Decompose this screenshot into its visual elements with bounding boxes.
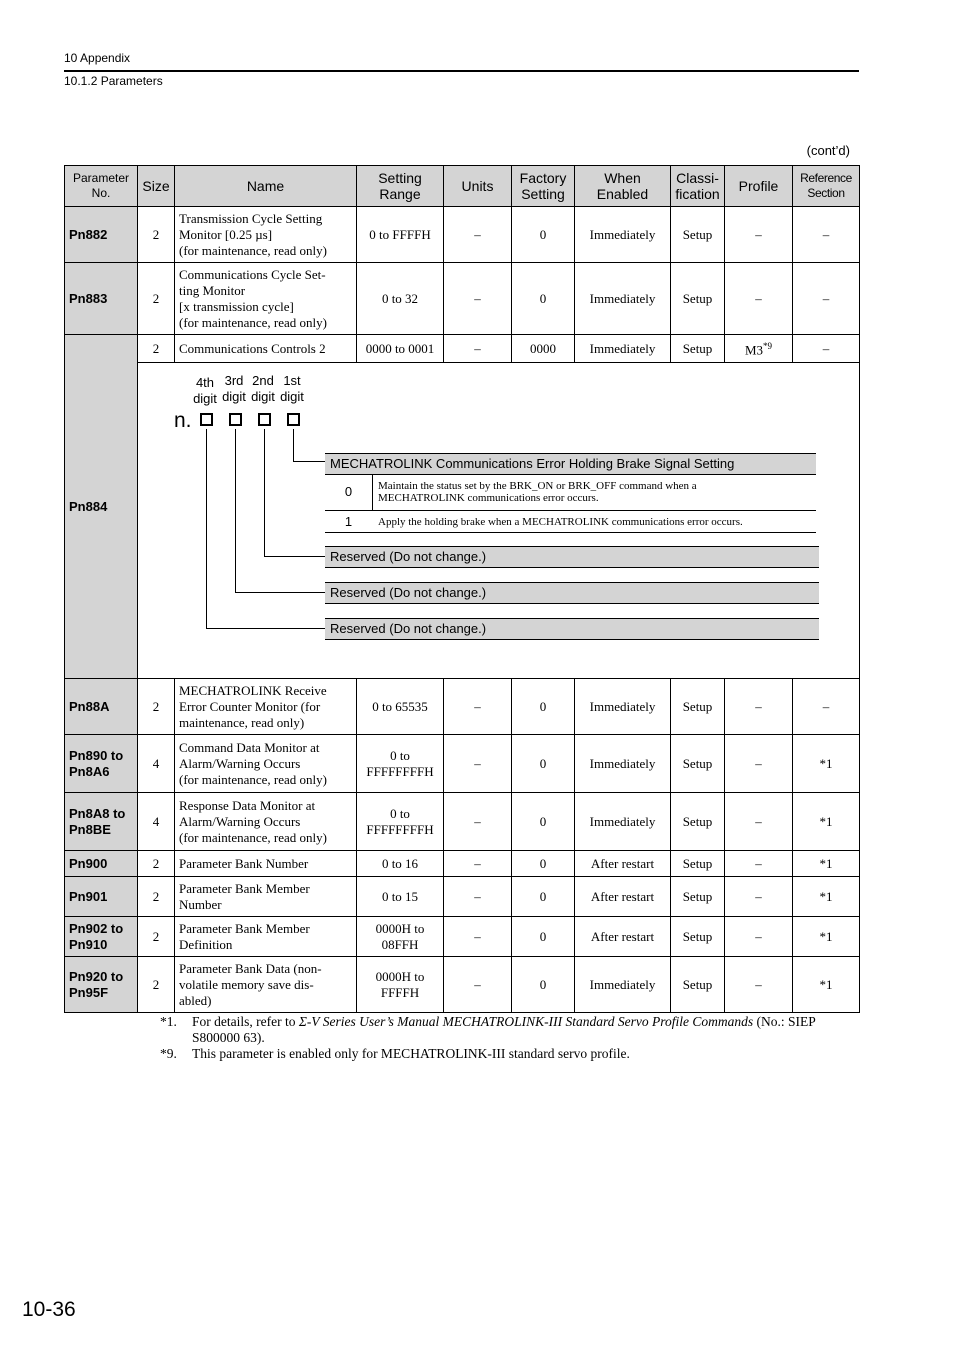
- table-row: [65, 735, 860, 793]
- param-ref: *1: [793, 735, 860, 793]
- param-range: 0 to FFFFFFFFH: [357, 735, 444, 793]
- param-factory: 0: [512, 207, 575, 263]
- table-row: [65, 851, 860, 877]
- parameter-table: [64, 165, 860, 1013]
- header-rule: [64, 70, 859, 72]
- param-class: Setup: [671, 917, 725, 957]
- digit-diagram: [138, 363, 860, 679]
- param-ref: –: [793, 335, 860, 363]
- param-ref: *1: [793, 957, 860, 1013]
- param-size: 2: [138, 851, 175, 877]
- param-class: Setup: [671, 335, 725, 363]
- param-when: After restart: [575, 851, 671, 877]
- col-header-size: Size: [138, 166, 175, 207]
- digit-box-2nd: [258, 413, 271, 426]
- param-name: Parameter Bank Data (non- volatile memory save dis- abled): [175, 957, 357, 1013]
- param-factory: 0: [512, 793, 575, 851]
- param-units: –: [444, 263, 512, 335]
- param-ref: *1: [793, 917, 860, 957]
- leader-line-4th: [206, 429, 207, 628]
- param-ref: –: [793, 207, 860, 263]
- param-units: –: [444, 957, 512, 1013]
- param-units: –: [444, 335, 512, 363]
- param-profile: –: [725, 679, 793, 735]
- param-profile: –: [725, 917, 793, 957]
- param-profile: –: [725, 957, 793, 1013]
- param-size: 4: [138, 735, 175, 793]
- reserved-band-2nd: Reserved (Do not change.): [325, 546, 819, 568]
- table-header-row: [65, 166, 860, 207]
- param-range: 0000H to 08FFH: [357, 917, 444, 957]
- param-class: Setup: [671, 207, 725, 263]
- param-class: Setup: [671, 679, 725, 735]
- first-digit-options: [325, 475, 816, 533]
- col-header-classification: Classi- fication: [671, 166, 725, 207]
- leader-line-3rd-h: [235, 592, 325, 593]
- param-profile: –: [725, 735, 793, 793]
- param-size: 4: [138, 793, 175, 851]
- param-when: Immediately: [575, 793, 671, 851]
- param-ref: –: [793, 679, 860, 735]
- param-units: –: [444, 679, 512, 735]
- table-row: [65, 877, 860, 917]
- param-class: Setup: [671, 263, 725, 335]
- param-no: Pn8A8 to Pn8BE: [65, 793, 138, 851]
- param-name: MECHATROLINK Receive Error Counter Monitor (for maintenance, read only): [175, 679, 357, 735]
- param-ref: *1: [793, 851, 860, 877]
- param-no: Pn900: [65, 851, 138, 877]
- param-class: Setup: [671, 957, 725, 1013]
- param-class: Setup: [671, 877, 725, 917]
- table-row: [65, 335, 860, 363]
- leader-line-4th-h: [206, 628, 325, 629]
- reserved-band-4th: Reserved (Do not change.): [325, 618, 819, 640]
- param-size: 2: [138, 335, 175, 363]
- col-header-name: Name: [175, 166, 357, 207]
- digit-label-3rd: 3rd digit: [222, 373, 246, 404]
- param-name: Response Data Monitor at Alarm/Warning Occurs (for maintenance, read only): [175, 793, 357, 851]
- digit-box-4th: [200, 413, 213, 426]
- page-number: 10-36: [22, 1298, 76, 1321]
- param-no: Pn920 to Pn95F: [65, 957, 138, 1013]
- col-header-reference-section: Reference Section: [793, 166, 860, 207]
- option-divider: [372, 475, 373, 510]
- table-row: [65, 793, 860, 851]
- param-units: –: [444, 207, 512, 263]
- continued-label: (cont’d): [806, 143, 850, 158]
- param-when: Immediately: [575, 735, 671, 793]
- digit-label-1st: 1st digit: [280, 373, 304, 404]
- param-size: 2: [138, 917, 175, 957]
- table-row: [65, 679, 860, 735]
- param-factory: 0: [512, 877, 575, 917]
- leader-line-2nd: [264, 429, 265, 556]
- param-factory: 0: [512, 679, 575, 735]
- param-factory: 0000: [512, 335, 575, 363]
- digit-box-1st: [287, 413, 300, 426]
- param-range: 0 to FFFFFFFFH: [357, 793, 444, 851]
- param-range: 0 to 65535: [357, 679, 444, 735]
- table-row: [65, 263, 860, 335]
- param-profile: –: [725, 263, 793, 335]
- param-when: Immediately: [575, 263, 671, 335]
- leader-line-1st: [293, 429, 294, 461]
- param-range: 0 to 16: [357, 851, 444, 877]
- param-profile: M3$^{*9}$: [725, 335, 793, 363]
- param-factory: 0: [512, 917, 575, 957]
- leader-line-2nd-h: [264, 556, 325, 557]
- col-header-when-enabled: When Enabled: [575, 166, 671, 207]
- param-size: 2: [138, 679, 175, 735]
- param-range: 0 to 32: [357, 263, 444, 335]
- param-name: Communications Cycle Set- ting Monitor [x transmission cycle] (for maintenance, read only): [175, 263, 357, 335]
- digit-label-2nd: 2nd digit: [251, 373, 275, 404]
- param-name: Parameter Bank Member Number: [175, 877, 357, 917]
- option-desc: Maintain the status set by the BRK_ON or BRK_OFF command when a MECHATROLINK communications error occurs.: [378, 480, 697, 504]
- param-ref: *1: [793, 793, 860, 851]
- param-factory: 0: [512, 735, 575, 793]
- digit-label-4th: 4th digit: [193, 375, 217, 406]
- param-when: Immediately: [575, 957, 671, 1013]
- param-units: –: [444, 735, 512, 793]
- param-profile: –: [725, 877, 793, 917]
- param-size: 2: [138, 207, 175, 263]
- param-name: Transmission Cycle Setting Monitor [0.25 µs] (for maintenance, read only): [175, 207, 357, 263]
- footnote-mark: *1.: [160, 1014, 177, 1029]
- param-factory: 0: [512, 263, 575, 335]
- option-desc: Apply the holding brake when a MECHATROLINK communications error occurs.: [378, 516, 743, 528]
- option-row-divider: [325, 510, 816, 511]
- param-class: Setup: [671, 735, 725, 793]
- param-size: 2: [138, 877, 175, 917]
- param-no: Pn890 to Pn8A6: [65, 735, 138, 793]
- reserved-band-3rd: Reserved (Do not change.): [325, 582, 819, 604]
- param-no: Pn884: [65, 335, 138, 679]
- footnote-text: For details, refer to Σ-V Series User’s Manual MECHATROLINK-III Standard Servo Profile Commands (No.: SIEP S800000 63).: [192, 1014, 816, 1045]
- param-name: Parameter Bank Number: [175, 851, 357, 877]
- param-range: 0000H to FFFFH: [357, 957, 444, 1013]
- table-row: [65, 917, 860, 957]
- digit-box-3rd: [229, 413, 242, 426]
- prefix-n: n.: [174, 409, 192, 432]
- param-no: Pn901: [65, 877, 138, 917]
- col-header-setting-range: Setting Range: [357, 166, 444, 207]
- col-header-param-no: Parameter No.: [65, 166, 138, 207]
- param-when: Immediately: [575, 207, 671, 263]
- param-class: Setup: [671, 793, 725, 851]
- param-when: After restart: [575, 877, 671, 917]
- param-units: –: [444, 917, 512, 957]
- leader-line-1st-h: [293, 461, 325, 462]
- col-header-units: Units: [444, 166, 512, 207]
- param-profile: –: [725, 851, 793, 877]
- option-value: 1: [344, 514, 353, 529]
- param-when: Immediately: [575, 335, 671, 363]
- param-no: Pn883: [65, 263, 138, 335]
- first-digit-title: MECHATROLINK Communications Error Holding Brake Signal Setting: [325, 453, 816, 475]
- param-no: Pn882: [65, 207, 138, 263]
- col-header-profile: Profile: [725, 166, 793, 207]
- param-name: Communications Controls 2: [175, 335, 357, 363]
- param-size: 2: [138, 263, 175, 335]
- param-range: 0000 to 0001: [357, 335, 444, 363]
- param-factory: 0: [512, 957, 575, 1013]
- table-row: [65, 957, 860, 1013]
- param-no: Pn902 to Pn910: [65, 917, 138, 957]
- param-ref: –: [793, 263, 860, 335]
- param-range: 0 to 15: [357, 877, 444, 917]
- param-range: 0 to FFFFH: [357, 207, 444, 263]
- chapter-header: 10 Appendix: [64, 51, 131, 65]
- param-profile: –: [725, 207, 793, 263]
- table-row: [65, 207, 860, 263]
- section-header: 10.1.2 Parameters: [64, 74, 163, 88]
- param-when: Immediately: [575, 679, 671, 735]
- param-when: After restart: [575, 917, 671, 957]
- param-units: –: [444, 877, 512, 917]
- col-header-factory-setting: Factory Setting: [512, 166, 575, 207]
- param-ref: *1: [793, 877, 860, 917]
- param-factory: 0: [512, 851, 575, 877]
- param-units: –: [444, 851, 512, 877]
- param-no: Pn88A: [65, 679, 138, 735]
- option-value: 0: [344, 484, 353, 499]
- leader-line-3rd: [235, 429, 236, 592]
- param-class: Setup: [671, 851, 725, 877]
- footnote-text: This parameter is enabled only for MECHATROLINK-III standard servo profile.: [192, 1046, 630, 1061]
- param-profile: –: [725, 793, 793, 851]
- footnote-mark: *9.: [160, 1046, 177, 1061]
- param-size: 2: [138, 957, 175, 1013]
- param-name: Command Data Monitor at Alarm/Warning Occurs (for maintenance, read only): [175, 735, 357, 793]
- param-name: Parameter Bank Member Definition: [175, 917, 357, 957]
- param-units: –: [444, 793, 512, 851]
